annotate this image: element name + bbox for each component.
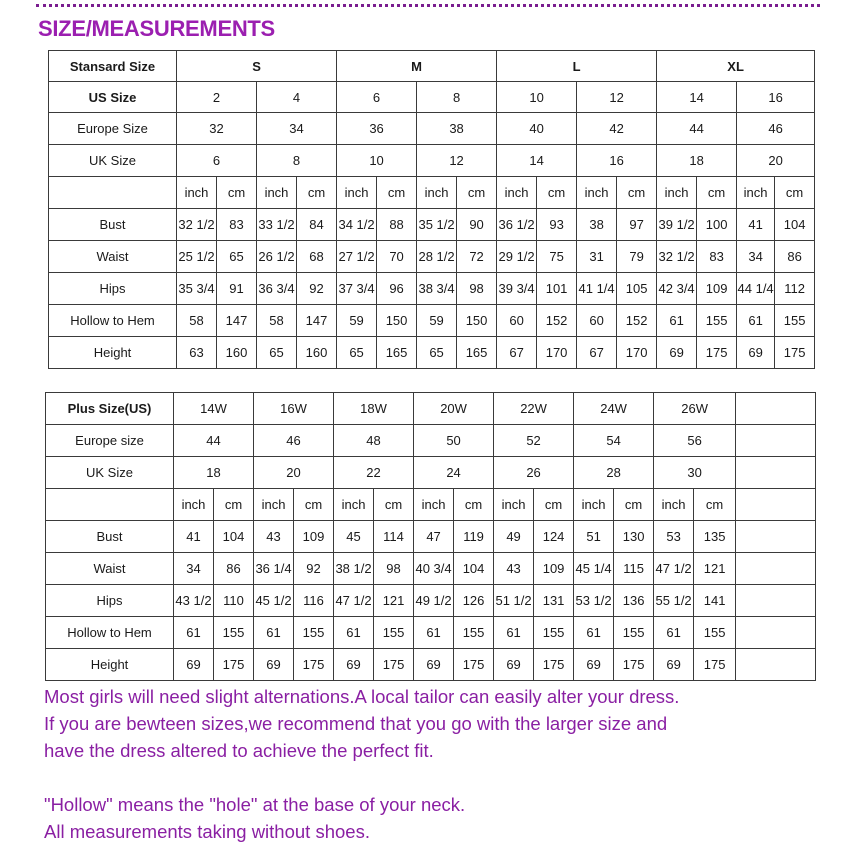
blank-cell <box>736 457 816 489</box>
measurement-value: 41 <box>174 521 214 553</box>
europe-size-value: 46 <box>254 425 334 457</box>
measurement-row <box>46 521 816 553</box>
measurement-value: 105 <box>617 273 657 305</box>
measurement-value: 42 3/4 <box>657 273 697 305</box>
row-label: Hollow to Hem <box>46 617 174 649</box>
measurement-value: 45 1/4 <box>574 553 614 585</box>
measurement-value: 150 <box>457 305 497 337</box>
blank-cell <box>736 617 816 649</box>
measurement-value: 31 <box>577 241 617 273</box>
measurement-value: 65 <box>337 337 377 369</box>
europe-size-value: 54 <box>574 425 654 457</box>
measurement-value: 43 1/2 <box>174 585 214 617</box>
blank-cell <box>736 393 816 425</box>
row-label: Europe size <box>46 425 174 457</box>
measurement-value: 38 3/4 <box>417 273 457 305</box>
measurement-value: 69 <box>654 649 694 681</box>
blank-cell <box>736 553 816 585</box>
measurement-value: 155 <box>534 617 574 649</box>
measurement-row <box>49 273 815 305</box>
unit-inch: inch <box>494 489 534 521</box>
unit-cm: cm <box>694 489 736 521</box>
unit-cm: cm <box>297 177 337 209</box>
measurement-value: 152 <box>617 305 657 337</box>
measurement-value: 33 1/2 <box>257 209 297 241</box>
measurement-value: 112 <box>775 273 815 305</box>
uk-size-value: 18 <box>657 145 737 177</box>
unit-inch: inch <box>254 489 294 521</box>
measurement-value: 38 1/2 <box>334 553 374 585</box>
us-size-value: 8 <box>417 82 497 113</box>
measurement-value: 61 <box>574 617 614 649</box>
measurement-value: 28 1/2 <box>417 241 457 273</box>
uk-size-value: 10 <box>337 145 417 177</box>
europe-size-value: 52 <box>494 425 574 457</box>
europe-size-value: 36 <box>337 113 417 145</box>
measurement-value: 90 <box>457 209 497 241</box>
uk-size-value: 28 <box>574 457 654 489</box>
measurement-value: 88 <box>377 209 417 241</box>
unit-inch: inch <box>577 177 617 209</box>
measurement-value: 26 1/2 <box>257 241 297 273</box>
measurement-value: 61 <box>657 305 697 337</box>
uk-size-value: 20 <box>737 145 815 177</box>
measurement-value: 69 <box>174 649 214 681</box>
europe-size-value: 32 <box>177 113 257 145</box>
measurement-value: 175 <box>374 649 414 681</box>
measurement-value: 175 <box>214 649 254 681</box>
measurement-value: 53 <box>654 521 694 553</box>
measurement-value: 92 <box>294 553 334 585</box>
measurement-value: 72 <box>457 241 497 273</box>
unit-inch: inch <box>574 489 614 521</box>
measurement-value: 45 1/2 <box>254 585 294 617</box>
note-line: "Hollow" means the "hole" at the base of your neck. <box>44 794 466 815</box>
measurement-value: 91 <box>217 273 257 305</box>
size-letter: S <box>177 51 337 82</box>
measurement-value: 35 1/2 <box>417 209 457 241</box>
standard-size-table <box>48 50 815 369</box>
measurement-row <box>46 585 816 617</box>
empty-cell <box>46 489 174 521</box>
unit-cm: cm <box>374 489 414 521</box>
measurement-value: 86 <box>775 241 815 273</box>
unit-cm: cm <box>457 177 497 209</box>
measurement-value: 55 1/2 <box>654 585 694 617</box>
size-letter: XL <box>657 51 815 82</box>
measurement-value: 29 1/2 <box>497 241 537 273</box>
measurement-value: 69 <box>414 649 454 681</box>
measurement-value: 38 <box>577 209 617 241</box>
unit-cm: cm <box>214 489 254 521</box>
uk-size-value: 18 <box>174 457 254 489</box>
measurement-value: 160 <box>297 337 337 369</box>
measurement-value: 115 <box>614 553 654 585</box>
row-label: UK Size <box>49 145 177 177</box>
measurement-value: 100 <box>697 209 737 241</box>
measurement-value: 41 <box>737 209 775 241</box>
measurement-value: 49 1/2 <box>414 585 454 617</box>
measurement-value: 61 <box>334 617 374 649</box>
europe-size-value: 42 <box>577 113 657 145</box>
uk-size-value: 12 <box>417 145 497 177</box>
measurement-value: 69 <box>254 649 294 681</box>
measurement-row <box>46 553 816 585</box>
unit-inch: inch <box>417 177 457 209</box>
europe-size-value: 46 <box>737 113 815 145</box>
measurement-value: 58 <box>257 305 297 337</box>
us-size-value: 12 <box>577 82 657 113</box>
unit-inch: inch <box>257 177 297 209</box>
measurement-value: 69 <box>657 337 697 369</box>
measurement-value: 36 1/2 <box>497 209 537 241</box>
empty-cell <box>49 177 177 209</box>
unit-inch: inch <box>334 489 374 521</box>
unit-inch: inch <box>414 489 454 521</box>
measurement-value: 150 <box>377 305 417 337</box>
unit-inch: inch <box>497 177 537 209</box>
measurement-value: 155 <box>775 305 815 337</box>
uk-size-value: 14 <box>497 145 577 177</box>
measurement-value: 104 <box>454 553 494 585</box>
note-line: All measurements taking without shoes. <box>44 821 370 842</box>
note-line: Most girls will need slight alternations.A local tailor can easily alter your dress. <box>44 686 680 707</box>
measurement-value: 70 <box>377 241 417 273</box>
measurement-value: 69 <box>334 649 374 681</box>
measurement-row <box>46 649 816 681</box>
measurement-value: 96 <box>377 273 417 305</box>
measurement-value: 175 <box>454 649 494 681</box>
measurement-value: 175 <box>294 649 334 681</box>
measurement-value: 141 <box>694 585 736 617</box>
europe-size-value: 38 <box>417 113 497 145</box>
measurement-value: 36 1/4 <box>254 553 294 585</box>
measurement-value: 67 <box>577 337 617 369</box>
measurement-value: 51 1/2 <box>494 585 534 617</box>
measurement-value: 116 <box>294 585 334 617</box>
row-label: UK Size <box>46 457 174 489</box>
measurement-value: 121 <box>694 553 736 585</box>
measurement-value: 114 <box>374 521 414 553</box>
row-label: Bust <box>46 521 174 553</box>
measurement-value: 59 <box>417 305 457 337</box>
measurement-value: 126 <box>454 585 494 617</box>
measurement-value: 175 <box>614 649 654 681</box>
us-size-row <box>49 82 815 113</box>
measurement-value: 47 <box>414 521 454 553</box>
unit-inch: inch <box>174 489 214 521</box>
measurement-value: 53 1/2 <box>574 585 614 617</box>
measurement-value: 61 <box>494 617 534 649</box>
measurement-value: 175 <box>694 649 736 681</box>
measurement-value: 65 <box>217 241 257 273</box>
size-letter: L <box>497 51 657 82</box>
unit-cm: cm <box>454 489 494 521</box>
plus-size-value: 20W <box>414 393 494 425</box>
measurement-value: 63 <box>177 337 217 369</box>
unit-cm: cm <box>775 177 815 209</box>
measurement-value: 61 <box>254 617 294 649</box>
row-label: Waist <box>46 553 174 585</box>
measurement-value: 175 <box>697 337 737 369</box>
us-size-value: 4 <box>257 82 337 113</box>
measurement-value: 67 <box>497 337 537 369</box>
unit-row <box>46 489 816 521</box>
measurement-value: 101 <box>537 273 577 305</box>
blank-cell <box>736 489 816 521</box>
europe-size-value: 34 <box>257 113 337 145</box>
blank-cell <box>736 425 816 457</box>
measurement-value: 61 <box>414 617 454 649</box>
us-size-value: 14 <box>657 82 737 113</box>
measurement-value: 109 <box>697 273 737 305</box>
measurement-value: 155 <box>214 617 254 649</box>
measurement-value: 34 <box>737 241 775 273</box>
europe-size-value: 50 <box>414 425 494 457</box>
unit-cm: cm <box>534 489 574 521</box>
size-header-row <box>49 51 815 82</box>
uk-size-value: 16 <box>577 145 657 177</box>
unit-row <box>49 177 815 209</box>
measurement-value: 175 <box>534 649 574 681</box>
row-label: Hollow to Hem <box>49 305 177 337</box>
us-size-value: 2 <box>177 82 257 113</box>
measurement-value: 147 <box>297 305 337 337</box>
measurement-value: 51 <box>574 521 614 553</box>
note-line: If you are bewteen sizes,we recommend that you go with the larger size and <box>44 713 668 734</box>
europe-size-row <box>46 425 816 457</box>
measurement-value: 83 <box>217 209 257 241</box>
uk-size-value: 24 <box>414 457 494 489</box>
row-label: Waist <box>49 241 177 273</box>
uk-size-value: 20 <box>254 457 334 489</box>
plus-size-value: 18W <box>334 393 414 425</box>
uk-size-row <box>49 145 815 177</box>
measurement-value: 165 <box>457 337 497 369</box>
unit-inch: inch <box>657 177 697 209</box>
measurement-value: 59 <box>337 305 377 337</box>
measurement-value: 170 <box>537 337 577 369</box>
uk-size-value: 8 <box>257 145 337 177</box>
measurement-value: 130 <box>614 521 654 553</box>
measurement-value: 61 <box>654 617 694 649</box>
measurement-row <box>49 209 815 241</box>
us-size-value: 6 <box>337 82 417 113</box>
measurement-value: 84 <box>297 209 337 241</box>
measurement-value: 34 1/2 <box>337 209 377 241</box>
europe-size-value: 56 <box>654 425 736 457</box>
measurement-value: 83 <box>697 241 737 273</box>
measurement-value: 36 3/4 <box>257 273 297 305</box>
uk-size-value: 30 <box>654 457 736 489</box>
unit-cm: cm <box>614 489 654 521</box>
measurement-value: 136 <box>614 585 654 617</box>
row-label: Europe Size <box>49 113 177 145</box>
measurement-value: 98 <box>374 553 414 585</box>
measurement-value: 61 <box>174 617 214 649</box>
measurement-value: 97 <box>617 209 657 241</box>
measurement-value: 44 1/4 <box>737 273 775 305</box>
measurement-value: 121 <box>374 585 414 617</box>
uk-size-value: 22 <box>334 457 414 489</box>
measurement-row <box>49 305 815 337</box>
unit-inch: inch <box>737 177 775 209</box>
measurement-value: 147 <box>217 305 257 337</box>
measurement-value: 69 <box>494 649 534 681</box>
size-letter: M <box>337 51 497 82</box>
measurement-value: 92 <box>297 273 337 305</box>
measurement-value: 47 1/2 <box>654 553 694 585</box>
measurement-value: 131 <box>534 585 574 617</box>
row-label: Hips <box>49 273 177 305</box>
measurement-value: 25 1/2 <box>177 241 217 273</box>
measurement-value: 58 <box>177 305 217 337</box>
measurement-value: 104 <box>214 521 254 553</box>
europe-size-value: 48 <box>334 425 414 457</box>
unit-cm: cm <box>294 489 334 521</box>
measurement-value: 43 <box>254 521 294 553</box>
plus-size-value: 22W <box>494 393 574 425</box>
measurement-value: 32 1/2 <box>657 241 697 273</box>
measurement-row <box>49 241 815 273</box>
measurement-value: 61 <box>737 305 775 337</box>
measurement-value: 152 <box>537 305 577 337</box>
measurement-value: 69 <box>574 649 614 681</box>
unit-inch: inch <box>337 177 377 209</box>
measurement-value: 119 <box>454 521 494 553</box>
plus-size-value: 26W <box>654 393 736 425</box>
measurement-value: 98 <box>457 273 497 305</box>
measurement-value: 32 1/2 <box>177 209 217 241</box>
plus-size-value: 24W <box>574 393 654 425</box>
unit-cm: cm <box>697 177 737 209</box>
unit-inch: inch <box>654 489 694 521</box>
measurement-value: 34 <box>174 553 214 585</box>
measurement-value: 155 <box>614 617 654 649</box>
plus-size-header-row <box>46 393 816 425</box>
unit-inch: inch <box>177 177 217 209</box>
europe-size-value: 44 <box>174 425 254 457</box>
measurement-value: 155 <box>374 617 414 649</box>
row-label: Plus Size(US) <box>46 393 174 425</box>
sizing-notes <box>44 683 844 845</box>
row-label: Hips <box>46 585 174 617</box>
plus-size-value: 16W <box>254 393 334 425</box>
measurement-value: 45 <box>334 521 374 553</box>
measurement-value: 170 <box>617 337 657 369</box>
measurement-value: 47 1/2 <box>334 585 374 617</box>
measurement-value: 155 <box>694 617 736 649</box>
plus-size-table <box>45 392 816 681</box>
us-size-value: 10 <box>497 82 577 113</box>
measurement-value: 65 <box>417 337 457 369</box>
measurement-value: 40 3/4 <box>414 553 454 585</box>
measurement-value: 175 <box>775 337 815 369</box>
uk-size-value: 6 <box>177 145 257 177</box>
europe-size-value: 44 <box>657 113 737 145</box>
measurement-value: 109 <box>294 521 334 553</box>
measurement-value: 165 <box>377 337 417 369</box>
blank-cell <box>736 585 816 617</box>
measurement-value: 69 <box>737 337 775 369</box>
measurement-value: 43 <box>494 553 534 585</box>
row-label: US Size <box>49 82 177 113</box>
europe-size-row <box>49 113 815 145</box>
note-line: have the dress altered to achieve the perfect fit. <box>44 740 434 761</box>
blank-cell <box>736 521 816 553</box>
uk-size-value: 26 <box>494 457 574 489</box>
measurement-value: 155 <box>454 617 494 649</box>
blank-cell <box>736 649 816 681</box>
measurement-value: 93 <box>537 209 577 241</box>
europe-size-value: 40 <box>497 113 577 145</box>
row-label: Height <box>46 649 174 681</box>
measurement-value: 35 3/4 <box>177 273 217 305</box>
row-label: Bust <box>49 209 177 241</box>
measurement-value: 79 <box>617 241 657 273</box>
row-label: Stansard Size <box>49 51 177 82</box>
uk-size-row <box>46 457 816 489</box>
unit-cm: cm <box>537 177 577 209</box>
measurement-value: 49 <box>494 521 534 553</box>
measurement-row <box>49 337 815 369</box>
measurement-value: 39 1/2 <box>657 209 697 241</box>
unit-cm: cm <box>217 177 257 209</box>
measurement-value: 27 1/2 <box>337 241 377 273</box>
measurement-value: 65 <box>257 337 297 369</box>
unit-cm: cm <box>377 177 417 209</box>
measurement-value: 86 <box>214 553 254 585</box>
measurement-value: 155 <box>697 305 737 337</box>
measurement-row <box>46 617 816 649</box>
measurement-value: 104 <box>775 209 815 241</box>
page-title: SIZE/MEASUREMENTS <box>38 16 275 41</box>
measurement-value: 37 3/4 <box>337 273 377 305</box>
us-size-value: 16 <box>737 82 815 113</box>
measurement-value: 75 <box>537 241 577 273</box>
measurement-value: 60 <box>497 305 537 337</box>
measurement-value: 60 <box>577 305 617 337</box>
row-label: Height <box>49 337 177 369</box>
measurement-value: 160 <box>217 337 257 369</box>
top-dotted-divider <box>36 4 820 7</box>
measurement-value: 155 <box>294 617 334 649</box>
measurement-value: 68 <box>297 241 337 273</box>
measurement-value: 39 3/4 <box>497 273 537 305</box>
measurement-value: 135 <box>694 521 736 553</box>
measurement-value: 109 <box>534 553 574 585</box>
unit-cm: cm <box>617 177 657 209</box>
measurement-value: 110 <box>214 585 254 617</box>
measurement-value: 124 <box>534 521 574 553</box>
measurement-value: 41 1/4 <box>577 273 617 305</box>
plus-size-value: 14W <box>174 393 254 425</box>
